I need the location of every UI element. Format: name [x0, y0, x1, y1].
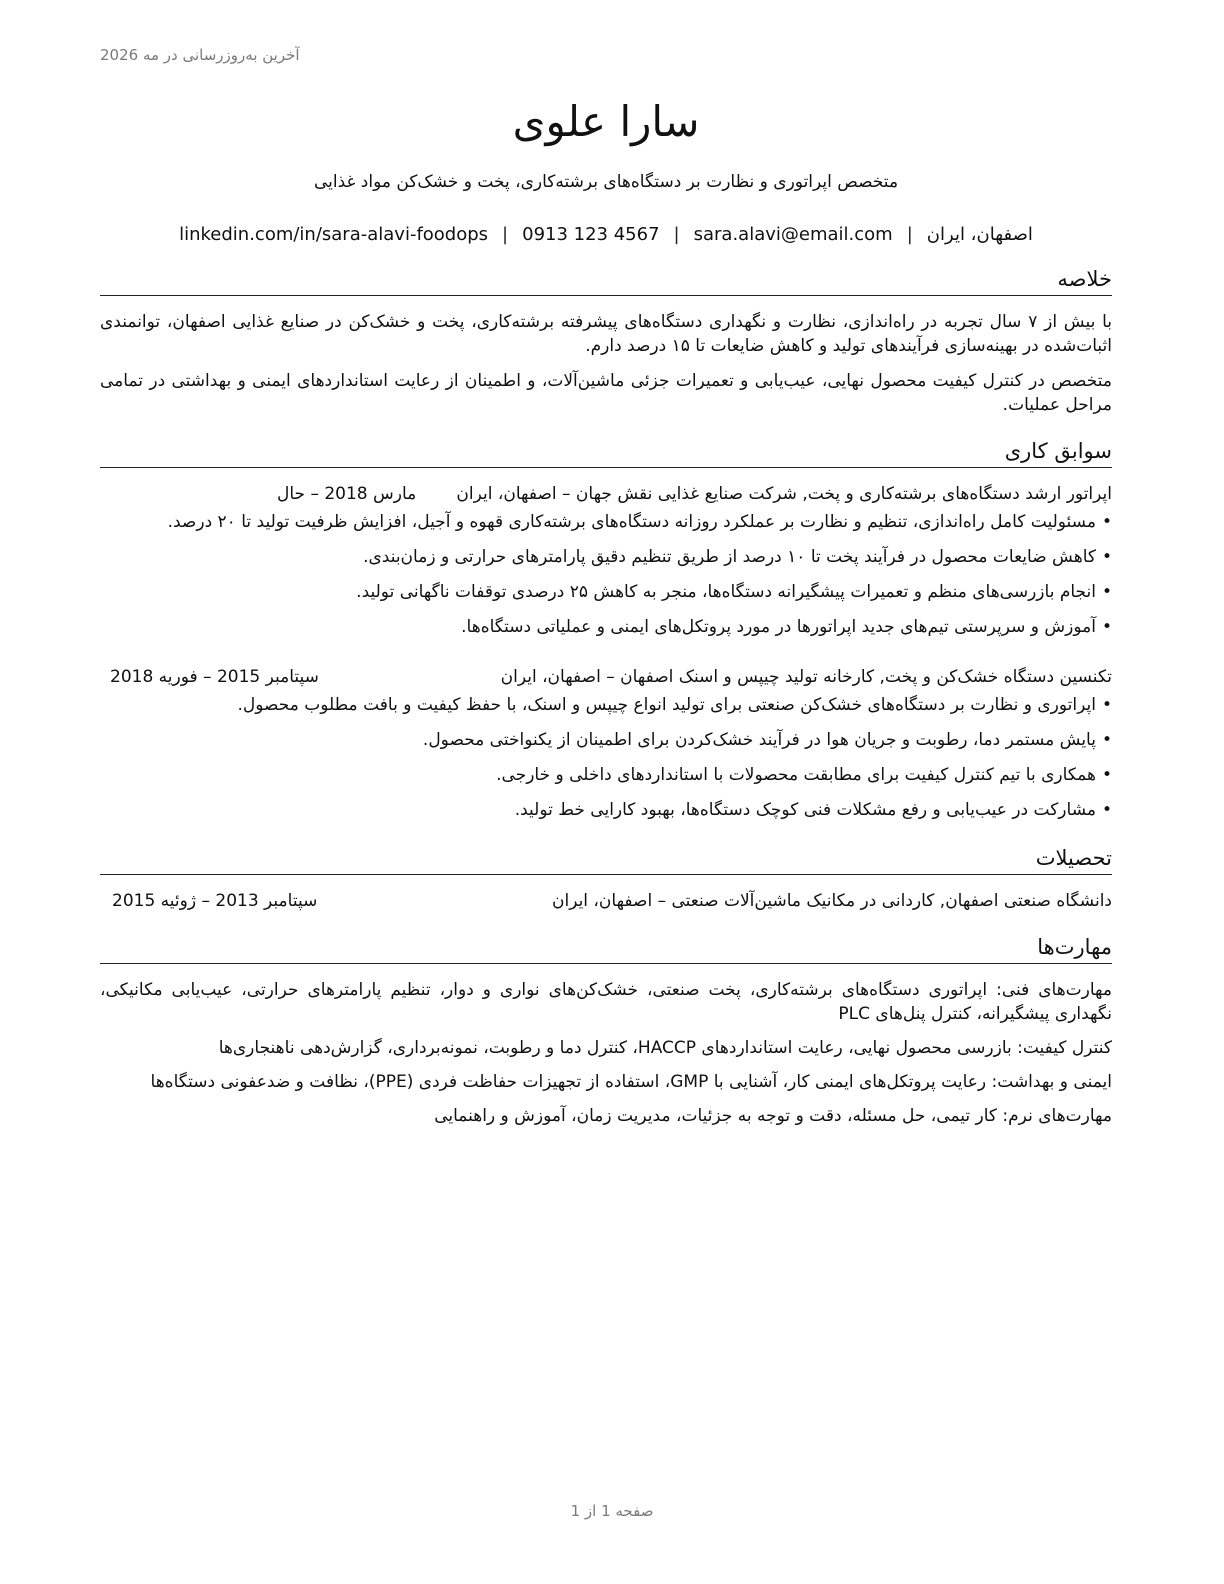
summary-heading: خلاصه	[100, 265, 1112, 296]
skill-item: مهارت‌های نرم: کار تیمی، حل مسئله، دقت و توجه به جزئیات، مدیریت زمان، آموزش و راهنمایی	[434, 1106, 1112, 1126]
job-bullet: •کاهش ضایعات محصول در فرآیند پخت تا ۱۰ درصد از طریق تنظیم دقیق پارامترهای حرارتی و زمان‌بندی.	[363, 547, 1112, 567]
job-date: مارس 2018 – حال	[277, 484, 417, 504]
contact-line	[100, 222, 1112, 248]
contact-linkedin[interactable]: linkedin.com/in/sara-alavi-foodops	[179, 224, 489, 245]
page-number: صفحه 1 از 1	[570, 1502, 654, 1520]
tagline: متخصص اپراتوری و نظارت بر دستگاه‌های برشته‌کاری، پخت و خشک‌کن مواد غذایی	[313, 172, 899, 192]
contact-location: اصفهان، ایران	[926, 224, 1033, 245]
job-entry	[100, 482, 1112, 639]
education-date: سپتامبر 2013 – ژوئیه 2015	[112, 891, 318, 911]
skills-heading: مهارت‌ها	[100, 933, 1112, 964]
candidate-name: سارا علوی	[512, 97, 700, 146]
job-bullet: •آموزش و سرپرستی تیم‌های جدید اپراتورها در مورد پروتکل‌های ایمنی و عملیاتی دستگاه‌ها.	[461, 617, 1112, 637]
last-updated-note: آخرین به‌روزرسانی در مه 2026	[100, 46, 300, 64]
experience-section	[100, 437, 1112, 822]
skills-section	[100, 933, 1112, 1128]
contact-separator: |	[673, 224, 680, 245]
contact-phone[interactable]: 0913 123 4567	[522, 224, 660, 245]
contact-separator: |	[502, 224, 509, 245]
education-entry	[100, 889, 1112, 913]
contact-email[interactable]: sara.alavi@email.com	[693, 224, 893, 245]
job-bullet: •مشارکت در عیب‌یابی و رفع مشکلات فنی کوچک دستگاه‌ها، بهبود کارایی خط تولید.	[514, 800, 1112, 820]
summary-paragraph: متخصص در کنترل کیفیت محصول نهایی، عیب‌یابی و تعمیرات جزئی ماشین‌آلات، و اطمینان از رعایت استانداردهای ایمنی و بهداشتی در تمامی مراحل عملیات.	[100, 371, 1112, 415]
skill-item: کنترل کیفیت: بازرسی محصول نهایی، رعایت استانداردهای HACCP، کنترل دما و رطوبت، نمونه‌برداری، گزارش‌دهی ناهنجاری‌ها	[218, 1038, 1112, 1058]
job-bullet: •پایش مستمر دما، رطوبت و جریان هوا در فرآیند خشک‌کردن برای اطمینان از یکنواختی محصول.	[422, 730, 1112, 750]
skill-item: مهارت‌های فنی: اپراتوری دستگاه‌های برشته‌کاری، پخت صنعتی، خشک‌کن‌های نواری و دوار، تنظیم پارامترهای حرارتی، عیب‌یابی مکانیکی، نگهداری پیشگیرانه، کنترل پنل‌های PLC	[100, 980, 1112, 1024]
job-date: سپتامبر 2015 – فوریه 2018	[110, 667, 319, 687]
summary-section	[100, 265, 1112, 417]
education-institution: دانشگاه صنعتی اصفهان, کاردانی در مکانیک ماشین‌آلات صنعتی – اصفهان، ایران	[551, 891, 1112, 911]
education-section	[100, 844, 1112, 913]
education-heading: تحصیلات	[100, 844, 1112, 875]
job-title: تکنسین دستگاه خشک‌کن و پخت, کارخانه تولید چیپس و اسنک اصفهان – اصفهان، ایران	[500, 667, 1112, 687]
job-title: اپراتور ارشد دستگاه‌های برشته‌کاری و پخت, شرکت صنایع غذایی نقش جهان – اصفهان، ایران	[456, 484, 1112, 504]
job-bullet: •همکاری با تیم کنترل کیفیت برای مطابقت محصولات با استانداردهای داخلی و خارجی.	[496, 765, 1112, 785]
skill-item: ایمنی و بهداشت: رعایت پروتکل‌های ایمنی کار، آشنایی با GMP، استفاده از تجهیزات حفاظت فردی (PPE)، نظافت و ضدعفونی دستگاه‌ها	[150, 1072, 1112, 1092]
summary-paragraph: با بیش از ۷ سال تجربه در راه‌اندازی، نظارت و نگهداری دستگاه‌های پیشرفته برشته‌کاری، پخت و خشک‌کن در صنایع غذایی اصفهان، توانمندی اثبات‌شده در بهینه‌سازی فرآیندهای تولید و کاهش ضایعات تا ۱۵ درصد دارم.	[100, 312, 1113, 356]
job-bullet: •انجام بازرسی‌های منظم و تعمیرات پیشگیرانه دستگاه‌ها، منجر به کاهش ۲۵ درصدی توقفات ناگهانی تولید.	[356, 582, 1112, 602]
job-bullets	[100, 693, 1112, 822]
job-bullets	[100, 510, 1112, 639]
job-header	[100, 482, 1112, 506]
job-bullet: •اپراتوری و نظارت بر دستگاه‌های خشک‌کن صنعتی برای تولید انواع چیپس و اسنک، با حفظ کیفیت و بافت مطلوب محصول.	[237, 695, 1112, 715]
contact-separator: |	[906, 224, 913, 245]
experience-heading: سوابق کاری	[100, 437, 1112, 468]
job-bullet: •مسئولیت کامل راه‌اندازی، تنظیم و نظارت بر عملکرد روزانه دستگاه‌های برشته‌کاری قهوه و آجیل، افزایش ظرفیت تولید تا ۲۰ درصد.	[167, 512, 1112, 532]
resume-page	[100, 90, 1112, 1128]
job-entry	[100, 665, 1112, 822]
job-header	[100, 665, 1112, 689]
